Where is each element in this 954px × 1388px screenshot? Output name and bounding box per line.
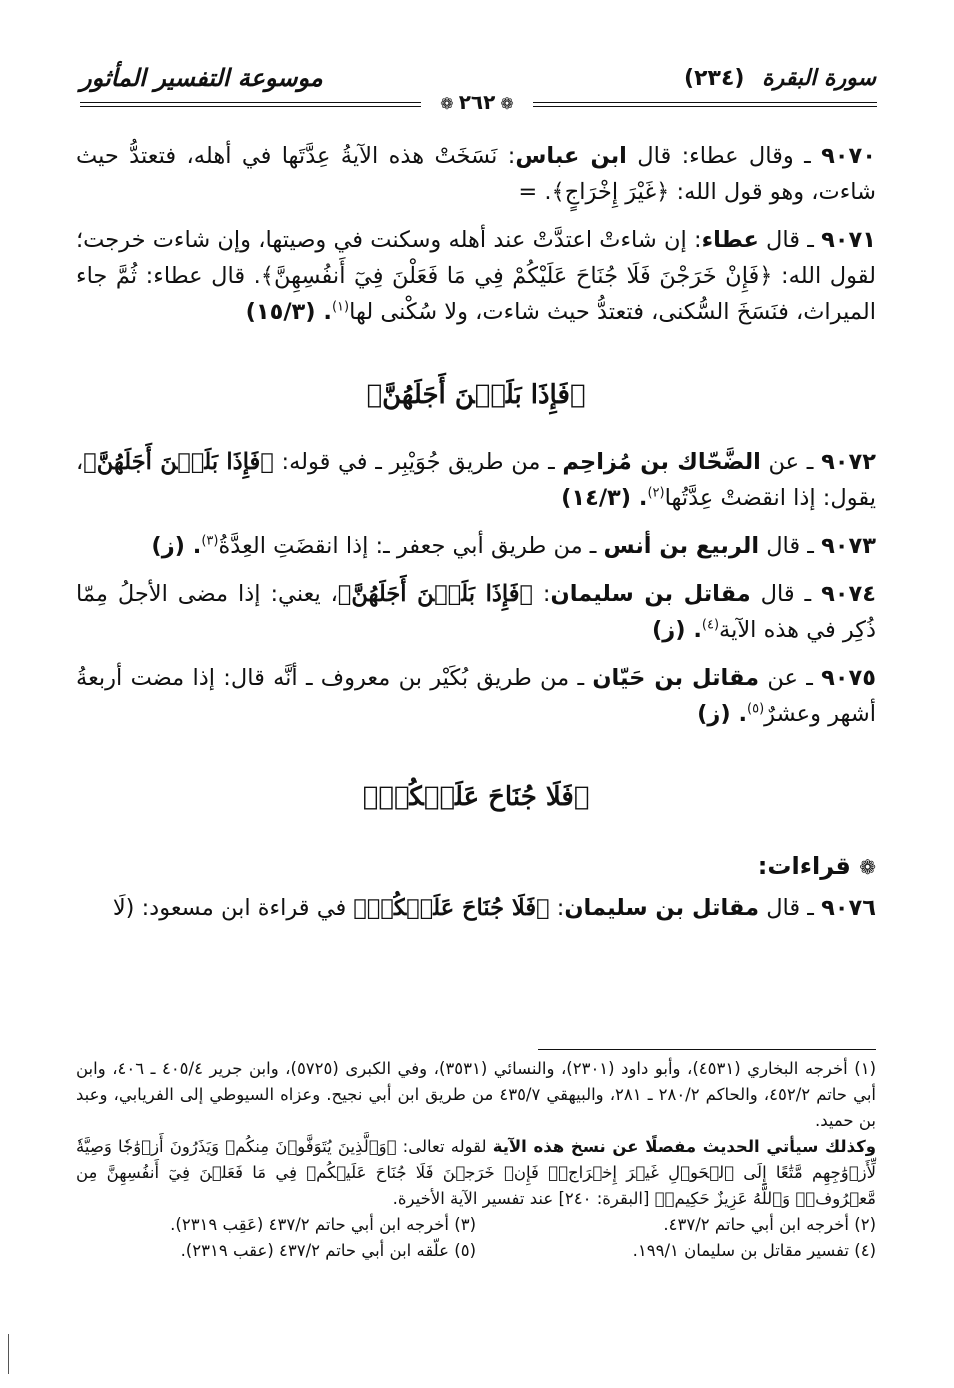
ayah-heading: ﴿فَلَا جُنَاحَ عَلَيۡكُمۡ﴾ — [362, 782, 590, 812]
qiraat-label: قراءات: — [757, 852, 851, 880]
narration-text: : نَسَخَتْ هذه الآيةُ عِدَّتَها في أهله، فتعتدُّ حيث شاءت، وهو قول الله: — [76, 143, 876, 205]
narration-9071 — [76, 222, 876, 330]
ayah-reference: (٢٣٤) — [684, 66, 745, 91]
narration-9074 — [76, 576, 876, 648]
page-number-row — [0, 90, 954, 114]
narration-text: ـ من طريق أبي جعفر ـ: إذا انقضَتِ العِدَّةُ — [218, 533, 604, 559]
footnote-row — [76, 1238, 876, 1264]
narration-text: ـ عن — [759, 665, 822, 691]
narration-number: ٩٠٧٣ — [821, 533, 876, 559]
quran-quote: ﴿فَلَا جُنَاحَ عَلَيۡكُمۡ﴾ — [353, 895, 550, 921]
footnote-row — [76, 1212, 876, 1238]
running-header-surah — [684, 66, 876, 91]
footnotes — [76, 1056, 876, 1264]
narration-text: . = — [518, 179, 552, 205]
quran-quote: ﴿فَإِذَا بَلَغۡنَ أَجَلَهُنَّ﴾ — [337, 581, 533, 607]
page-edge-mark — [8, 1334, 9, 1374]
footnote-marker: (٤) — [701, 617, 720, 633]
narrator-name: عطاء — [701, 227, 759, 253]
narration-text: ـ وقال عطاء: قال — [626, 143, 822, 169]
narrator-name: ابن عباس — [515, 143, 627, 169]
narration-text: ـ عن — [760, 449, 822, 475]
narration-text: ـ قال — [759, 895, 822, 921]
narration-text: : إن شاءتْ اعتدَّتْ عند أهله وسكنت في وصيتها، وإن شاءت خرجت؛ لقول الله: — [76, 227, 877, 289]
narration-9072 — [76, 444, 876, 516]
qiraat-heading — [76, 852, 876, 880]
footnote-marker: (١) — [331, 299, 350, 315]
page-number-box — [421, 90, 532, 114]
footnote-5: (٥) علّقه ابن أبي حاتم ٤٣٧/٢ (عقب ٢٣١٩). — [180, 1241, 476, 1260]
narration-text: ـ من طريق بُكَيْر بن معروف ـ أنَّه قال: إذا مضت أربعةُ أشهر وعشرٌ — [76, 665, 876, 727]
narration-number: ٩٠٧٦ — [821, 895, 876, 921]
narration-number: ٩٠٧٢ — [821, 449, 876, 475]
narration-number: ٩٠٧٤ — [821, 581, 876, 607]
footnote-marker: (٢) — [647, 485, 665, 501]
footnote-4: (٤) تفسير مقاتل بن سليمان ١٩٩/١. — [632, 1241, 876, 1260]
ornament-icon: ❁ — [500, 94, 514, 113]
narration-text: ـ قال — [750, 581, 822, 607]
narration-number: ٩٠٧٥ — [821, 665, 877, 691]
narration-number: ٩٠٧٠ — [821, 143, 876, 169]
narration-text: : — [549, 895, 565, 921]
page-number: ٢٦٢ — [458, 90, 496, 114]
note-bold-lead: وكذلك سيأتي الحديث مفصلًا عن نسخ هذه الآية — [492, 1137, 876, 1156]
main-text — [76, 138, 876, 926]
footnote-3: (٣) أخرجه ابن أبي حاتم ٤٣٧/٢ (عَقِب ٢٣١٩). — [170, 1215, 476, 1234]
narration-text: . قال عطاء: ثُمَّ جاء الميراث، فنَسَخَ السُّكنى، فتعتدُّ حيث شاءت، ولا سُكْنى لها — [76, 263, 876, 325]
narration-9075 — [76, 660, 876, 732]
volume-reference: . (١٤/٣) — [561, 485, 648, 511]
quran-quote: ﴿غَيْرَ إِخْرَاجٍ﴾ — [551, 179, 670, 205]
narrator-name: مقاتل بن سليمان — [564, 895, 760, 921]
quran-quote: ﴿فَإِنْ خَرَجْنَ فَلَا جُنَاحَ عَلَيْكُمْ فِي مَا فَعَلْنَ فِيٓ أَنفُسِهِنَّ﴾ — [260, 263, 773, 289]
surah-name: سورة البقرة — [762, 66, 876, 91]
running-header-book-title: موسوعة التفسير المأثور — [80, 64, 323, 92]
narration-9073 — [76, 528, 876, 564]
volume-reference: . (ز) — [651, 617, 702, 643]
volume-reference: . (ز) — [697, 701, 748, 727]
narration-text: ـ من طريق جُوَيْبِر ـ في قوله: — [273, 449, 563, 475]
volume-reference: . (١٥/٣) — [245, 299, 332, 325]
footnote-separator — [538, 1049, 876, 1050]
footnote-marker: (٣) — [201, 533, 219, 549]
narration-number: ٩٠٧١ — [821, 227, 876, 253]
narration-text: ، يعني: إذا مضى الأجلُ مِمّا ذُكِر في هذه الآية — [76, 581, 876, 643]
note-text: لقوله تعالى: ﴿وَٱلَّذِينَ يُتَوَفَّوۡنَ مِنكُمۡ وَيَذَرُونَ أَزۡوَٰجٗا وَصِيَّةٗ لِّأَزۡوَٰجِهِم مَّتَٰعًا إِلَى ٱلۡحَوۡلِ غَيۡرَ إِخۡرَاجٖۚ فَإِنۡ خَرَجۡنَ فَلَا جُنَاحَ عَلَيۡكُمۡ فِي مَا فَعَلۡنَ فِيٓ أَنفُسِهِنَّ مِن مَّعۡرُوفٖۗ وَٱللَّهُ عَزِيزٌ حَكِيمٞ﴾ [البقرة: ٢٤٠] عند تفسير الآية الأخيرة. — [76, 1137, 876, 1208]
narrator-name: مقاتل بن حَيّان — [592, 665, 760, 691]
narration-9076 — [76, 890, 876, 926]
narration-9070 — [76, 138, 876, 210]
ayah-heading: ﴿فَإِذَا بَلَغۡنَ أَجَلَهُنَّ﴾ — [366, 380, 586, 410]
narrator-name: الضَّحّاك بن مُزاحِم — [562, 449, 761, 475]
footnote-2: (٢) أخرجه ابن أبي حاتم ٤٣٧/٢. — [663, 1215, 876, 1234]
narration-text: : — [532, 581, 551, 607]
narration-text: في قراءة ابن مسعود: (لَا — [112, 895, 354, 921]
narrator-name: الربيع بن أنس — [603, 533, 760, 559]
narration-text: ـ قال — [758, 227, 822, 253]
volume-reference: . (ز) — [151, 533, 202, 559]
footnote-note — [76, 1134, 876, 1212]
quran-quote: ﴿فَإِذَا بَلَغۡنَ أَجَلَهُنَّ﴾ — [83, 449, 274, 475]
narration-text: ـ قال — [759, 533, 822, 559]
footnote-1: (١) أخرجه البخاري (٤٥٣١)، وأبو داود (٢٣٠١)، والنسائي (٣٥٣١)، وفي الكبرى (٥٧٢٥)، وابن جرير ٤٠٥/٤ ـ ٤٠٦، وابن أبي حاتم ٤٥٢/٢، والحاكم ٢٨٠/٢ ـ ٢٨١، والبيهقي ٤٣٥/٧ من طريق ابن أبي نجيح. وعزاه السيوطي إلى الفريابي، وعبد بن حميد. — [76, 1059, 876, 1130]
footnote-marker: (٥) — [747, 701, 765, 717]
narrator-name: مقاتل بن سليمان — [550, 581, 751, 607]
flower-icon: ❁ — [859, 855, 876, 879]
ornament-icon: ❁ — [440, 94, 454, 113]
narration-text: ، يقول: إذا انقضتْ عِدَّتُها — [76, 449, 876, 511]
